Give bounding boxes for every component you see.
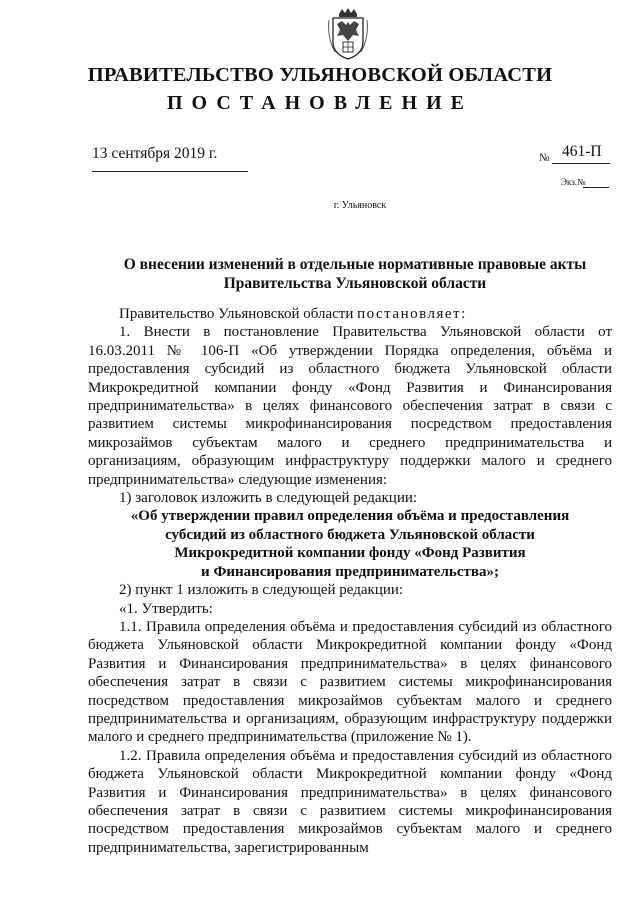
new-title-line-2: субсидий из областного бюджета Ульяновской области bbox=[165, 526, 535, 543]
intro-verb: постановляет: bbox=[357, 306, 467, 322]
paragraph-6: 1.2. Правила определения объёма и предоставления субсидий из областного бюджета Ульяновской области Микрокредитной компании фонду «Фонд Развития и Финансирования предпринимательства» в целях финансового обеспечения затрат в связи с развитием системы микрофинансирования посредством предоставления микрозаймов субъектам малого и среднего предпринимательства, зарегистрированным bbox=[88, 747, 612, 856]
new-title-line-1: «Об утверждении правил определения объёма и предоставления bbox=[130, 508, 570, 525]
subject-line-1: О внесении изменений в отдельные нормативные правовые акты bbox=[123, 256, 587, 273]
intro-text: Правительство Ульяновской области bbox=[119, 306, 358, 322]
date-underline bbox=[92, 171, 248, 172]
paragraph-1: 1. Внести в постановление Правительства Ульяновской области от 16.03.2011 № 106-П «Об утверждении Порядка определения, объёма и предоставления субсидий из областного бюджета Ульяновской области Микрокредитной компании фонду «Фонд Развития и Финансирования предпринимательства» в целях финансового обеспечения затрат в связи с развитием системы микрофинансирования посредством предоставления микрозаймов субъектам малого и среднего предпринимательства и организациям, образующим инфраструктуру поддержки малого и среднего предпринимательства» следующие изменения: bbox=[88, 324, 612, 488]
new-title-line-4: и Финансирования предпринимательства»; bbox=[201, 563, 499, 580]
document-body bbox=[88, 305, 612, 857]
city: г. Ульяновск bbox=[333, 200, 387, 211]
copy-number-underline bbox=[583, 187, 609, 188]
number-label: № bbox=[539, 152, 550, 164]
copy-number-label: Экз.№ bbox=[561, 177, 586, 187]
paragraph-5: 1.1. Правила определения объёма и предоставления субсидий из областного бюджета Ульяновской области Микрокредитной компании фонду «Фонд Развития и Финансирования предпринимательства» в целях финансового обеспечения затрат в связи с развитием системы микрофинансирования посредством предоставления микрозаймов субъектам малого и среднего предпринимательства и организациям, образующим инфраструктуру поддержки малого и среднего предпринимательства (приложение № 1). bbox=[88, 618, 612, 746]
paragraph-3: 2) пункт 1 изложить в следующей редакции: bbox=[119, 582, 404, 599]
document-date: 13 сентября 2019 г. bbox=[92, 145, 218, 162]
document-number: 461-П bbox=[562, 143, 602, 160]
paragraph-2: 1) заголовок изложить в следующей редакции: bbox=[119, 490, 418, 507]
document-subject bbox=[110, 255, 600, 293]
coat-of-arms-icon bbox=[327, 8, 369, 60]
subject-line-2: Правительства Ульяновской области bbox=[223, 275, 487, 292]
government-title: ПРАВИТЕЛЬСТВО УЛЬЯНОВСКОЙ ОБЛАСТИ bbox=[87, 64, 553, 86]
document-type: ПОСТАНОВЛЕНИЕ bbox=[167, 92, 473, 114]
new-title-line-3: Микрокредитной компании фонду «Фонд Развития bbox=[174, 545, 526, 562]
intro-paragraph bbox=[88, 305, 612, 323]
paragraph-4: «1. Утвердить: bbox=[119, 600, 213, 617]
number-underline bbox=[552, 163, 610, 164]
